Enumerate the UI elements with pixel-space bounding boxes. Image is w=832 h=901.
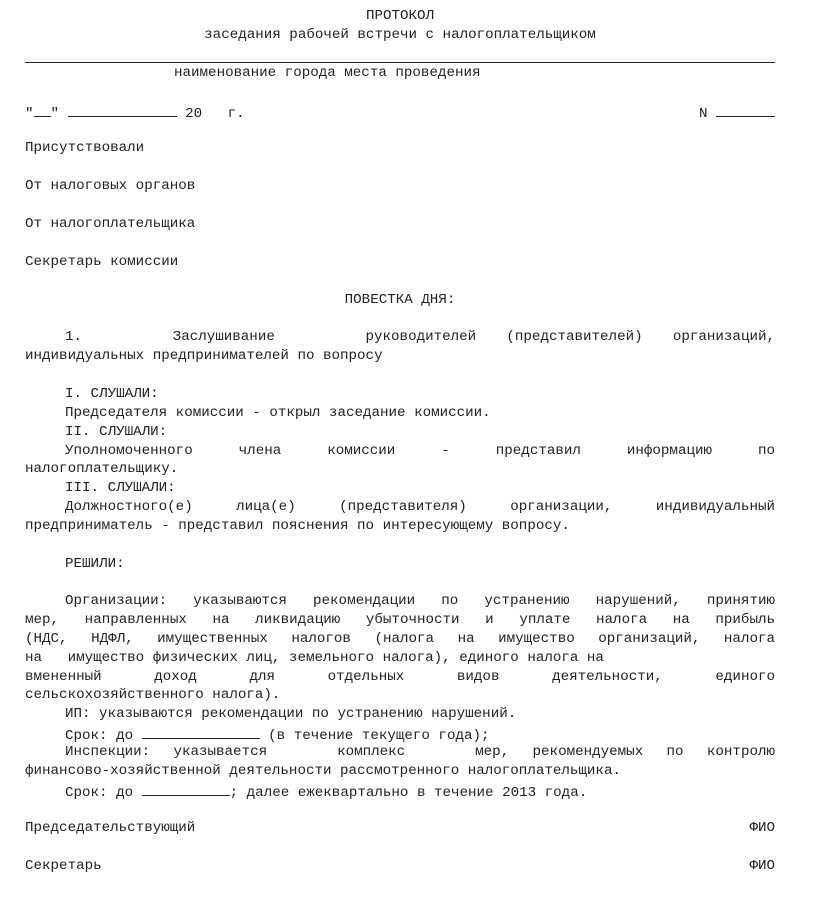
date-field: " " 20 г. bbox=[25, 102, 245, 123]
heard-text: налогоплательщику. bbox=[25, 461, 179, 477]
heard-text: предприниматель - представил пояснения по интересующему вопросу. bbox=[25, 518, 570, 534]
term-line: Срок: до ; далее ежеквартально в течение 2013 года. bbox=[65, 781, 587, 802]
term-blank bbox=[142, 781, 230, 796]
inspection-line: Инспекции: указывается комплекс мер, рекомендуемых по контролю bbox=[65, 744, 775, 760]
secretary-label: Секретарь комиссии bbox=[25, 254, 179, 270]
tax-authorities-label: От налоговых органов bbox=[25, 178, 196, 194]
city-caption: наименование города места проведения bbox=[174, 65, 481, 81]
decision-line: Организации: указываются рекомендации по устранению нарушений, принятию bbox=[65, 593, 775, 609]
present-label: Присутствовали bbox=[25, 140, 145, 156]
ip-line: ИП: указываются рекомендации по устранению нарушений. bbox=[65, 706, 517, 722]
decided-label: РЕШИЛИ: bbox=[65, 556, 125, 572]
signature-role: Председательствующий bbox=[25, 820, 196, 836]
document-title: ПРОТОКОЛ bbox=[365, 8, 435, 24]
number-blank bbox=[716, 102, 775, 117]
decision-line: на имущество физических лиц, земельного налога), единого налога на bbox=[25, 650, 604, 666]
month-blank bbox=[68, 102, 177, 117]
heard-label: I. СЛУШАЛИ: bbox=[65, 386, 159, 402]
signature-row bbox=[25, 819, 775, 837]
signature-row bbox=[25, 857, 775, 875]
date-number-line bbox=[25, 102, 775, 123]
decision-line: мер, направленных на ликвидацию убыточности и уплате налога на прибыль bbox=[25, 612, 775, 628]
heard-text: Председателя комиссии - открыл заседание комиссии. bbox=[65, 405, 491, 421]
signature-role: Секретарь bbox=[25, 858, 102, 874]
document-subtitle: заседания рабочей встречи с налогоплательщиком bbox=[204, 27, 596, 43]
city-underline bbox=[25, 62, 775, 63]
term-blank bbox=[142, 724, 260, 739]
heard-text: Уполномоченного члена комиссии - представил информацию по bbox=[65, 443, 775, 459]
decision-line: сельскохозяйственного налога). bbox=[25, 687, 281, 703]
taxpayer-label: От налогоплательщика bbox=[25, 216, 196, 232]
number-field: N bbox=[699, 102, 775, 123]
signature-name: ФИО bbox=[749, 820, 775, 836]
term-line: Срок: до (в течение текущего года); bbox=[65, 724, 490, 745]
heard-text: Должностного(е) лица(е) (представителя) организации, индивидуальный bbox=[65, 499, 775, 515]
heard-label: III. СЛУШАЛИ: bbox=[65, 480, 176, 496]
inspection-line: финансово-хозяйственной деятельности рассмотренного налогоплательщика. bbox=[25, 763, 621, 779]
signature-name: ФИО bbox=[749, 858, 775, 874]
day-blank bbox=[34, 102, 51, 117]
agenda-item-line: 1. Заслушивание руководителей (представителей) организаций, bbox=[65, 329, 775, 345]
decision-line: (НДС, НДФЛ, имущественных налогов (налога на имущество организаций, налога bbox=[25, 631, 775, 647]
agenda-heading: ПОВЕСТКА ДНЯ: bbox=[344, 292, 456, 308]
decision-line: вмененный доход для отдельных видов деятельности, единого bbox=[25, 669, 775, 685]
agenda-item-line: индивидуальных предпринимателей по вопросу bbox=[25, 348, 383, 364]
heard-label: II. СЛУШАЛИ: bbox=[65, 424, 168, 440]
